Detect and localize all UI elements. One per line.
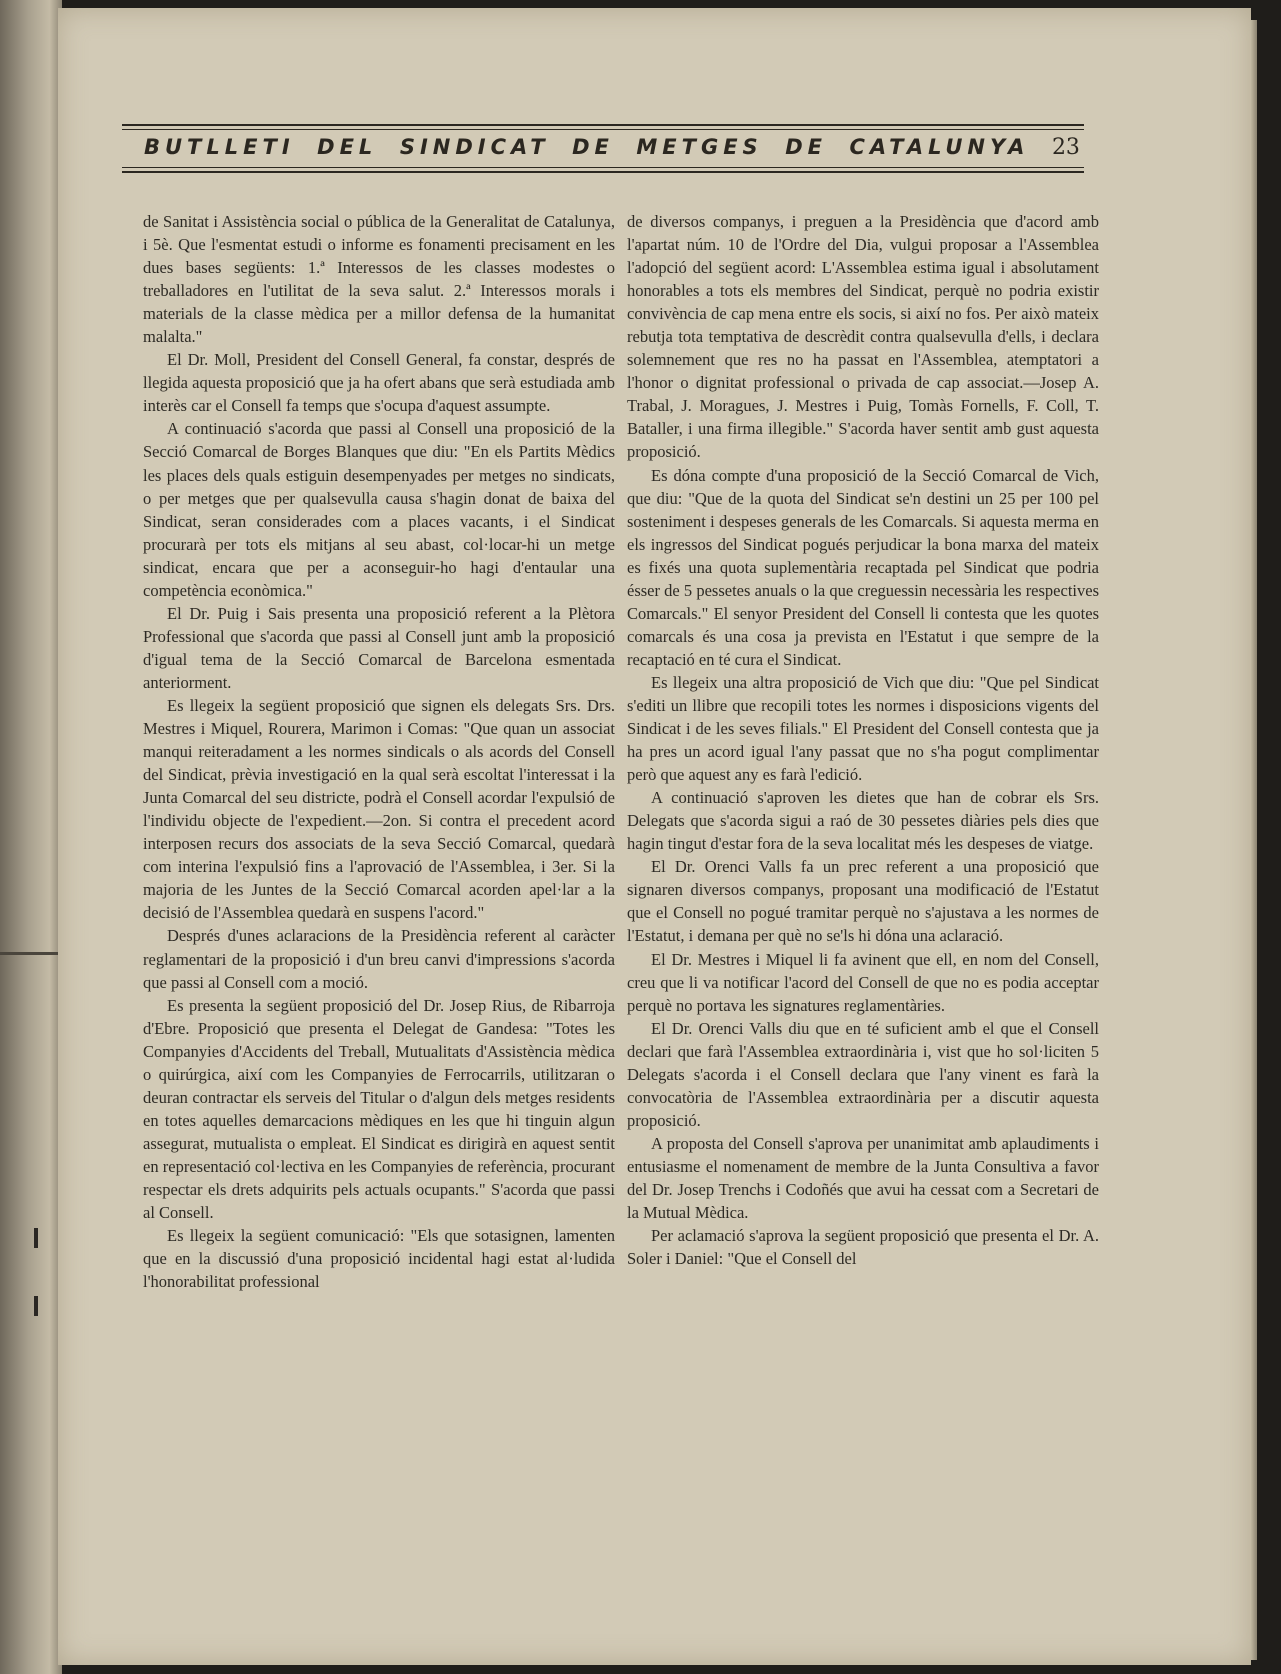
header-word: SINDICAT: [399, 135, 550, 159]
paragraph: Es dóna compte d'una proposició de la Secció Comarcal de Vich, que diu: "Que de la quota del Sindicat se'n destini un 25 per 100 pel sosteniment i despeses generals de les Comarcals. Si aquesta merma en els ingressos del Sindicat pogués perjudicar la bona marxa del mateix es fixés una quota suplementària recaptada pel Sindicat que podria ésser de 5 pessetes anuals o la que creguessin necessària les respectives Comarcals." El senyor President del Consell li contesta que les quotes comarcals és una cosa ja prevista en l'Estatut i que sempre de la recaptació en té cura el Sindicat.: [627, 465, 1099, 669]
previous-page-divider: [0, 952, 62, 955]
right-column: [627, 210, 1099, 1270]
binding-mark: [34, 1228, 38, 1248]
paragraph: Per aclamació s'aprova la següent proposició que presenta el Dr. A. Soler i Daniel: "Que el Consell del: [627, 1226, 1099, 1269]
previous-page-edge: [0, 0, 62, 1674]
paragraph: Es llegeix una altra proposició de Vich que diu: "Que pel Sindicat s'editi un llibre que recopili totes les normes i disposicions vigents del Sindicat i de les seves filials." El President del Consell contesta que ja ha pres un acord igual l'any passat que no s'ha pogut complimentar però que aquest any es farà l'edició.: [627, 672, 1099, 785]
header-word: BUTLLETI: [144, 135, 295, 159]
header-title: [122, 130, 1084, 164]
paragraph: El Dr. Orenci Valls fa un prec referent a una proposició que signaren diversos companys, proposant una modificació de l'Estatut que el Consell no pogué tramitar perquè no s'ajustava a les normes de l'Estatut, i demana per què no se'ls hi dóna una aclaració.: [627, 857, 1099, 946]
binding-mark: [34, 1296, 38, 1316]
page-edge: [1251, 20, 1257, 1660]
page-number: 23: [1051, 135, 1080, 160]
running-header: [122, 124, 1084, 173]
paragraph: El Dr. Orenci Valls diu que en té suficient amb el que el Consell declari que farà l'Assemblea extraordinària i, vist que ho sol·liciten 5 Delegats s'acorda i el Consell declara que l'any vinent es farà la convocatòria de l'Assemblea extraordinària per a discutir aquesta proposició.: [627, 1018, 1099, 1130]
paragraph: A proposta del Consell s'aprova per unanimitat amb aplaudiments i entusiasme el nomenament de membre de la Junta Consultiva a favor del Dr. Josep Trenchs i Codoñés que avui ha cessat com a Secretari de la Mutual Mèdica.: [627, 1133, 1099, 1223]
paragraph: de Sanitat i Assistència social o pública de la Generalitat de Catalunya, i 5è. Que l'esmentat estudi o informe es fonamenti precisament en les dues bases següents: 1.ª Interessos de les classes modestes o treballadores en l'utilitat de la seva salut. 2.ª Interessos morals i materials de la classe mèdica per a millor defensa de la humanitat malalta.": [143, 212, 615, 347]
paragraph: A continuació s'aproven les dietes que han de cobrar els Srs. Delegats que s'acorda sigui a raó de 30 pessetes diàries pels dies que hagin tingut d'estar fora de la seva localitat més les despeses de viatge.: [627, 788, 1099, 854]
paragraph: Es llegeix la següent proposició que signen els delegats Srs. Drs. Mestres i Miquel, Rourera, Marimon i Comas: "Que quan un associat manqui reiteradament a les normes sindicals o als acords del Consell del Sindicat, prèvia investigació en la qual serà escoltat l'interessat i la Junta Comarcal del seu districte, podrà el Consell acordar l'expulsió de l'individu objecte de l'expedient.—2on. Si contra el precedent acord interposen recurs dos associats de la seva Secció Comarcal, quedarà com interina l'expulsió fins a l'aprovació de l'Assemblea, i 3er. Si la majoria de les Juntes de la Secció Comarcal acorden apel·lar a la decisió de l'Assemblea quedarà en suspens l'acord.": [143, 695, 615, 923]
paragraph: El Dr. Moll, President del Consell General, fa constar, després de llegida aquesta proposició que ja ha ofert abans que serà estudiada amb interès car el Consell fa temps que s'ocupa d'aquest assumpte.: [143, 350, 615, 416]
header-rule-bottom: [122, 171, 1084, 173]
paragraph: Es llegeix la següent comunicació: "Els que sotasignen, lamenten que en la discussió d'una proposició incidental hagi estat al·ludida l'honorabilitat professional: [143, 1226, 615, 1292]
paragraph: El Dr. Puig i Sais presenta una proposició referent a la Plètora Professional que s'acorda que passi al Consell junt amb la proposició d'igual tema de la Secció Comarcal de Barcelona esmentada anteriorment.: [143, 603, 615, 692]
left-column: [143, 210, 615, 1293]
header-word: METGES: [636, 135, 763, 159]
header-word: DE: [785, 135, 827, 159]
paragraph: Es presenta la següent proposició del Dr. Josep Rius, de Ribarroja d'Ebre. Proposició que presenta el Delegat de Gandesa: "Totes les Companyies d'Accidents del Treball, Mutualitats d'Assistència mèdica o quirúrgica, així com les Companyies de Ferrocarrils, utilitzaran o deuran contractar els serveis del Titular o d'algun dels metges residents en totes aquelles demarcacions mèdiques en les que hi tinguin algun assegurat, mutualista o empleat. El Sindicat es dirigirà en aquest sentit en representació col·lectiva en les Companyies de referència, procurant respectar els drets adquirits pels actuals ocupants." S'acorda que passi al Consell.: [143, 995, 615, 1223]
paragraph: Després d'unes aclaracions de la Presidència referent al caràcter reglamentari de la proposició i d'un breu canvi d'impressions s'acorda que passi al Consell com a moció.: [143, 926, 615, 992]
header-rule-bottom-thin: [122, 167, 1084, 168]
paragraph: El Dr. Mestres i Miquel li fa avinent que ell, en nom del Consell, creu que li va notificar l'acord del Consell de que no es podia acceptar perquè no portava les signatures reglamentàries.: [627, 949, 1099, 1015]
header-word: DE: [572, 135, 614, 159]
header-word: CATALUNYA: [849, 135, 1030, 159]
paragraph: de diversos companys, i preguen a la Presidència que d'acord amb l'apartat núm. 10 de l'Ordre del Dia, vulgui proposar a l'Assemblea l'adopció del següent acord: L'Assemblea estima igual i absolutament honorables a tots els membres del Sindicat, perquè no podria existir convivència de cap mena entre els socis, si així no fos. Per això mateix rebutja tota temptativa de descrèdit contra qualsevulla d'ells, i declara solemnement que res no ha passat en l'Assemblea, atemptatori a l'honor o dignitat professional o privada de cap associat.—Josep A. Trabal, J. Moragues, J. Mestres i Puig, Tomàs Fornells, F. Coll, T. Bataller, i una firma illegible." S'acorda haver sentit amb gust aquesta proposició.: [627, 212, 1099, 462]
header-word: DEL: [317, 135, 378, 159]
header-rule-top: [122, 124, 1084, 126]
paragraph: A continuació s'acorda que passi al Consell una proposició de la Secció Comarcal de Borges Blanques que diu: "En els Partits Mèdics les places dels quals estiguin desempenyades per metges no sindicats, o per metges que per qualsevulla causa s'hagin donat de baixa del Sindicat, seran considerades com a places vacants, i el Sindicat procurarà per tots els mitjans al seu abast, col·locar-hi un metge sindicat, encara que per a aconseguir-ho hagi d'entaular una competència econòmica.": [143, 419, 615, 600]
